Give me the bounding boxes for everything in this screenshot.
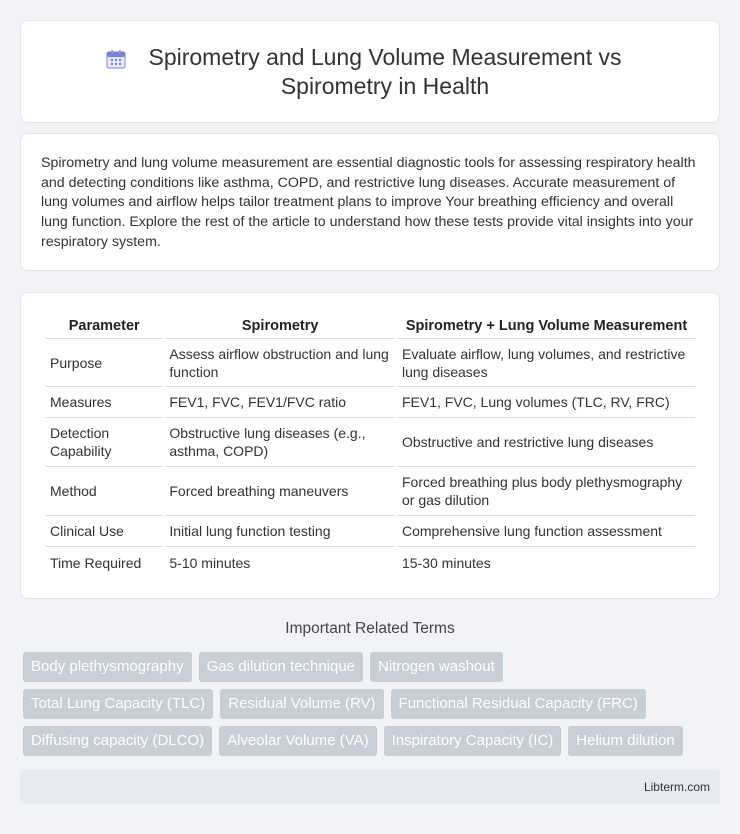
- table-cell: Time Required: [50, 554, 142, 571]
- table-row: [46, 547, 695, 578]
- comparison-table: [43, 313, 698, 578]
- table-cell: Method: [46, 467, 162, 516]
- table-row: [46, 418, 695, 467]
- table-cell: Obstructive lung diseases (e.g., asthma, COPD): [165, 418, 395, 467]
- tag-diffusing-capacity[interactable]: Diffusing capacity (DLCO): [23, 726, 212, 756]
- table-cell: 5-10 minutes: [169, 554, 251, 571]
- tag-row: [23, 689, 723, 719]
- table-cell: Assess airflow obstruction and lung function: [165, 339, 395, 387]
- tag-body-plethysmography[interactable]: Body plethysmography: [23, 652, 192, 682]
- title-card: [20, 20, 720, 123]
- table-cell: Evaluate airflow, lung volumes, and restrictive lung diseases: [398, 339, 695, 387]
- tag-total-lung-capacity[interactable]: Total Lung Capacity (TLC): [23, 689, 213, 719]
- header-spirometry-lung-volume: Spirometry + Lung Volume Measurement: [398, 313, 695, 339]
- footer-site-link[interactable]: Libterm.com: [643, 780, 710, 794]
- tag-residual-volume[interactable]: Residual Volume (RV): [220, 689, 383, 719]
- tag-inspiratory-capacity[interactable]: Inspiratory Capacity (IC): [384, 726, 562, 756]
- tag-row: [23, 726, 723, 756]
- header-parameter: Parameter: [46, 313, 162, 339]
- table-cell: Forced breathing maneuvers: [165, 467, 395, 516]
- table-cell: Obstructive and restrictive lung diseases: [398, 418, 695, 467]
- table-row: [46, 516, 695, 547]
- table-cell: Initial lung function testing: [165, 516, 395, 547]
- table-cell: 15-30 minutes: [401, 554, 491, 571]
- table-row: [46, 387, 695, 418]
- tag-nitrogen-washout[interactable]: Nitrogen washout: [370, 652, 503, 682]
- intro-card: [20, 133, 720, 271]
- table-row: [46, 339, 695, 387]
- table-cell: Measures: [46, 387, 162, 418]
- comparison-table-card: [20, 292, 720, 599]
- table-cell: Forced breathing plus body plethysmography or gas dilution: [398, 467, 695, 516]
- table-cell: FEV1, FVC, FEV1/FVC ratio: [165, 387, 395, 418]
- header-spirometry: Spirometry: [165, 313, 395, 339]
- footer: [20, 770, 720, 804]
- table-cell: Detection Capability: [46, 418, 162, 467]
- table-cell: Purpose: [46, 339, 162, 387]
- tag-row: [23, 652, 723, 682]
- page-title: Spirometry and Lung Volume Measurement vs Spirometry in Health: [148, 44, 622, 99]
- tag-functional-residual-capacity[interactable]: Functional Residual Capacity (FRC): [391, 689, 646, 719]
- tag-helium-dilution[interactable]: Helium dilution: [568, 726, 682, 756]
- table-header-row: [46, 313, 695, 339]
- tag-alveolar-volume[interactable]: Alveolar Volume (VA): [219, 726, 376, 756]
- table-cell: FEV1, FVC, Lung volumes (TLC, RV, FRC): [398, 387, 695, 418]
- related-terms-title: Important Related Terms: [285, 620, 455, 637]
- related-terms-list: [23, 652, 723, 763]
- table-row: [46, 467, 695, 516]
- table-cell: Comprehensive lung function assessment: [398, 516, 695, 547]
- tag-gas-dilution-technique[interactable]: Gas dilution technique: [199, 652, 363, 682]
- table-cell: Clinical Use: [46, 516, 162, 547]
- intro-paragraph: Spirometry and lung volume measurement are essential diagnostic tools for assessing respiratory health and detecting conditions like asthma, COPD, and restrictive lung diseases. Accurate measurement of lung volumes and airflow helps tailor treatment plans to improve Your breathing efficiency and overall lung function. Explore the rest of the article to understand how these tests provide vital insights into your respiratory system.: [41, 155, 696, 250]
